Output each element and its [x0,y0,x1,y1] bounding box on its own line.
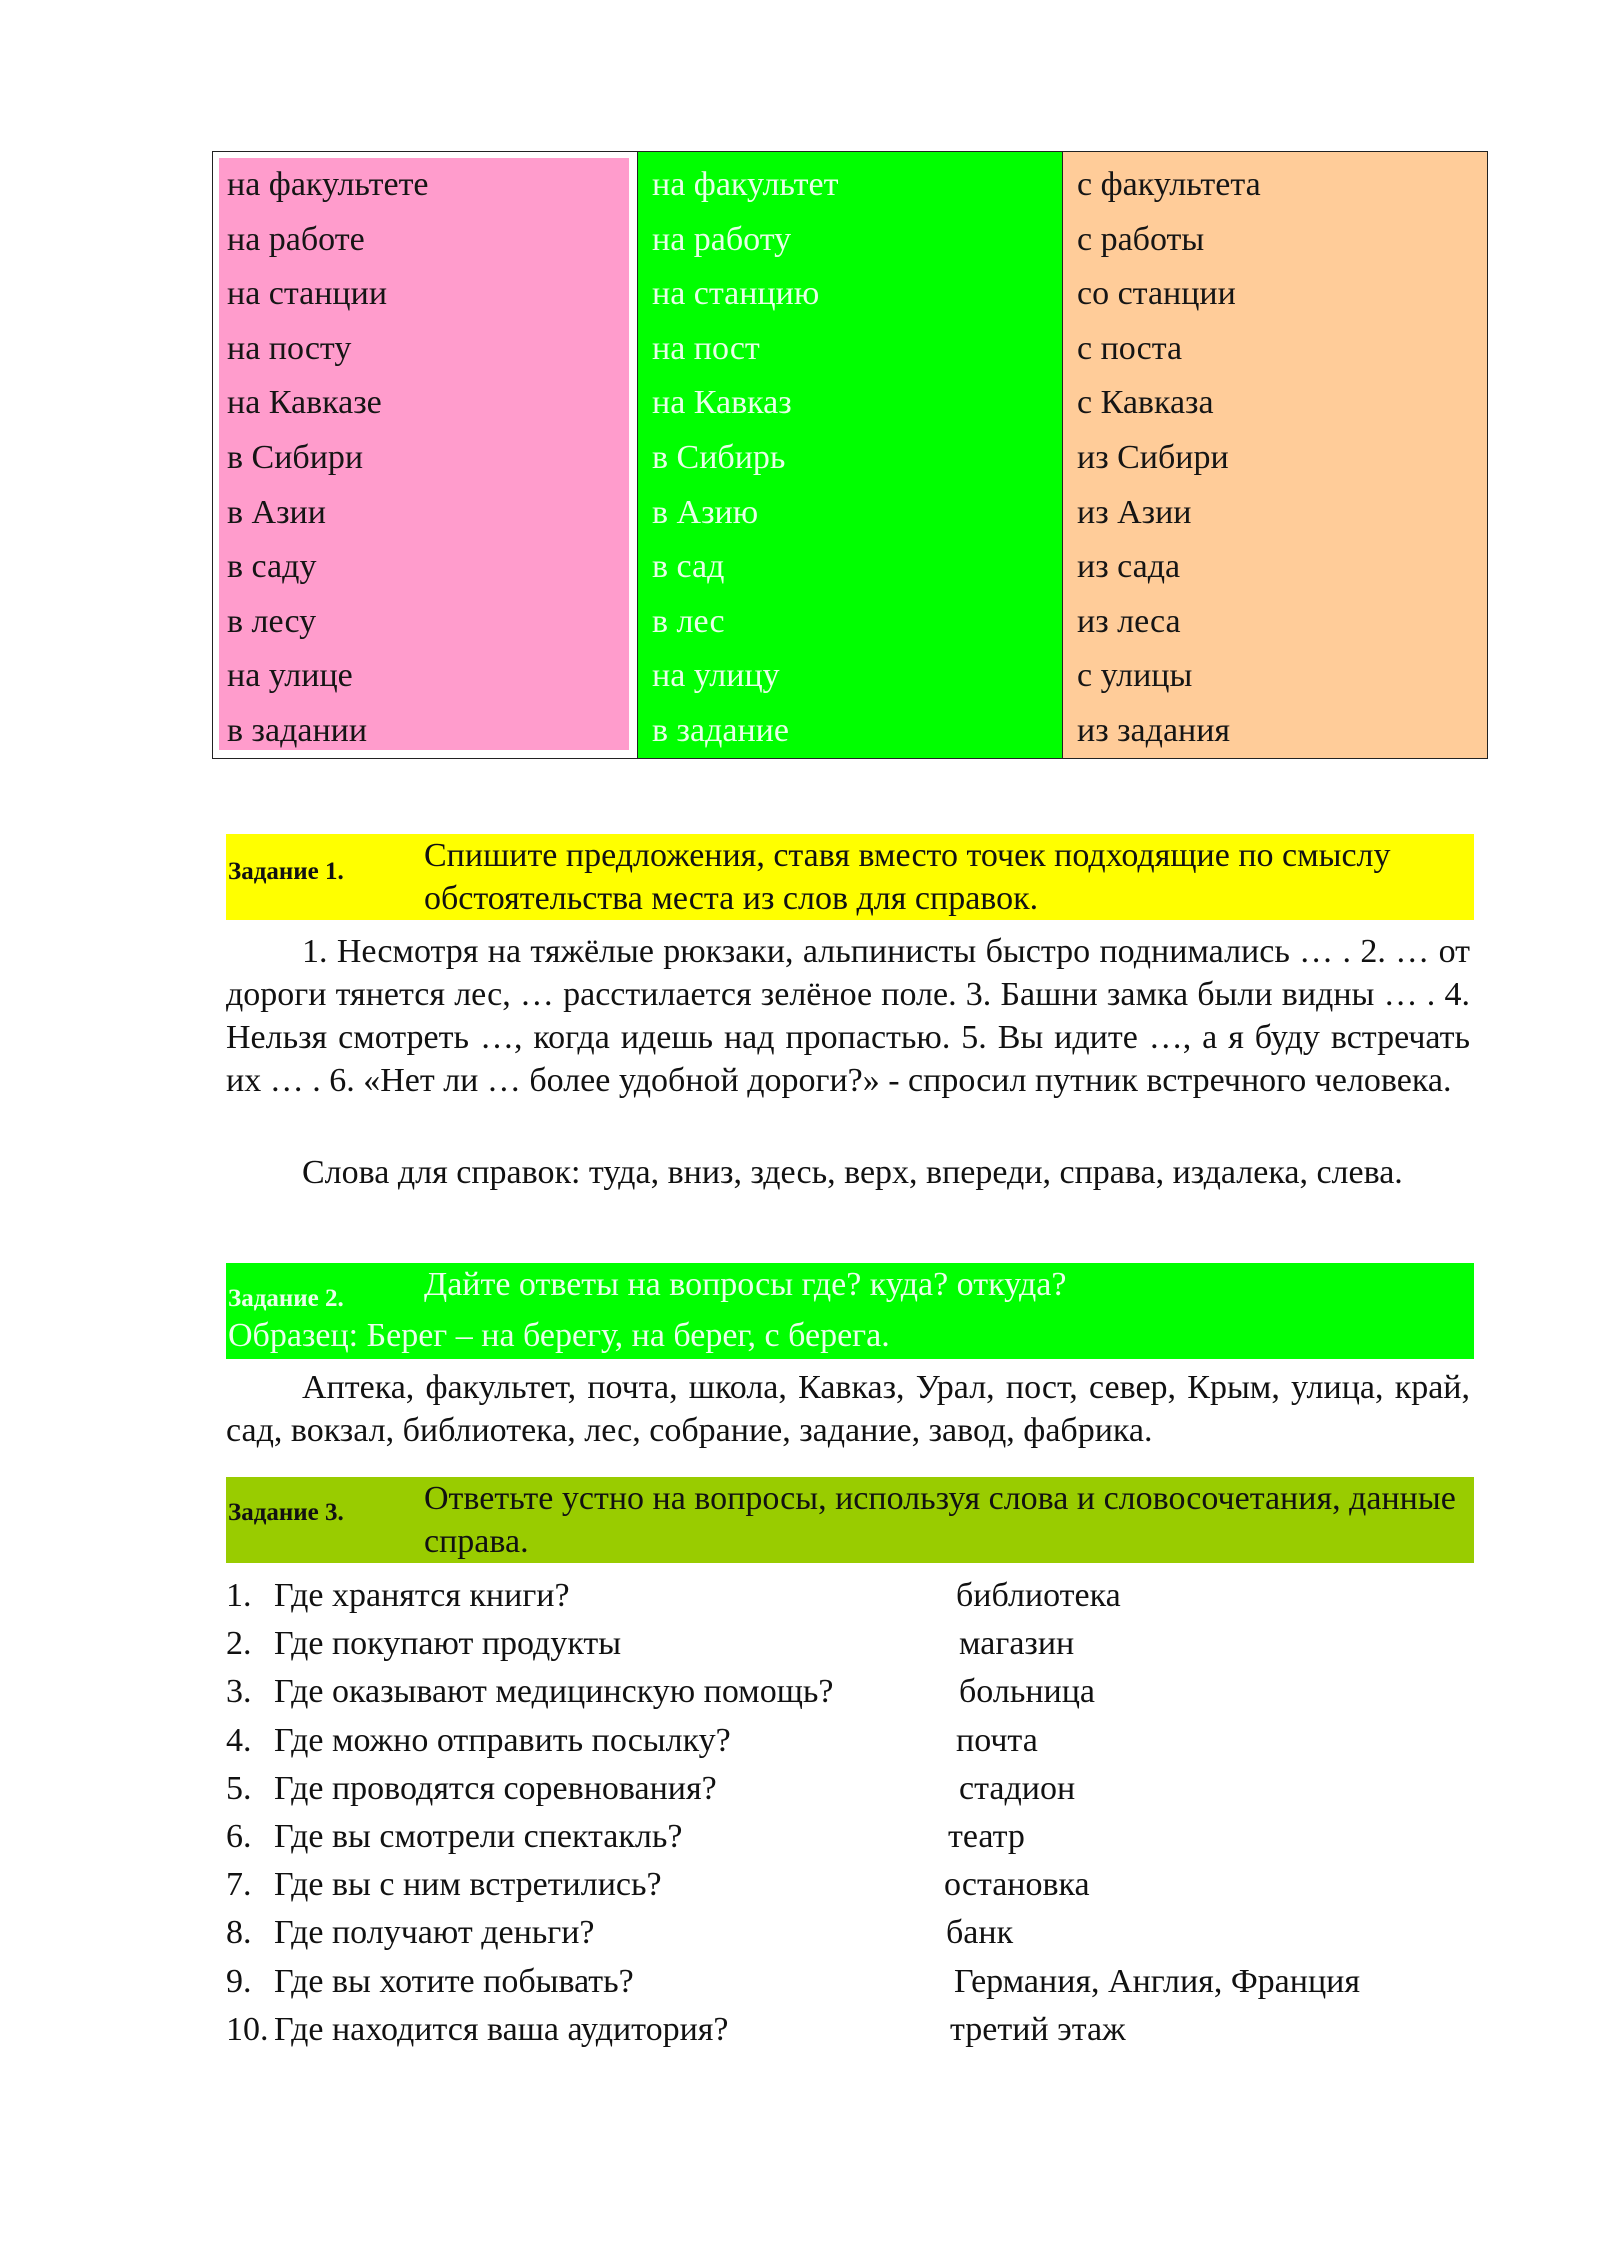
question-number: 3. [226,1673,252,1711]
table-cell: со станции [1077,275,1236,313]
table-cell: на работу [652,220,792,258]
list-item [226,1620,1486,1668]
question-text: Где вы смотрели спектакль? [274,1817,683,1855]
question-number: 10. [226,2010,269,2048]
task2-label: Задание 2. [228,1285,344,1312]
question-text: Где покупают продукты [274,1625,622,1663]
list-item [226,1717,1486,1765]
question-number: 5. [226,1769,252,1807]
list-item [226,1572,1486,1620]
table-cell: в лесу [227,602,317,640]
column-where-to [638,152,1063,758]
table-cell: в Сибири [227,438,364,476]
answer-hint: больница [959,1673,1095,1711]
table-cell: на улице [227,657,353,695]
list-item [226,1861,1486,1909]
answer-hint: библиотека [956,1577,1121,1614]
question-text: Где можно отправить посылку? [274,1721,731,1759]
table-cell: в задании [227,711,368,749]
table-cell: в сад [652,548,725,586]
table-cell: из сада [1077,548,1181,586]
task3-header [226,1477,1474,1563]
table-cell: на станции [227,275,388,313]
task2-header [226,1263,1474,1359]
task3-label: Задание 3. [228,1499,344,1526]
list-item [226,1813,1486,1861]
task3-instruction: Ответьте устно на вопросы, используя слова и словосочетания, данные справа. [424,1480,1456,1560]
list-item [226,2006,1486,2054]
prepositions-table [212,151,1488,759]
question-number: 2. [226,1625,252,1663]
task1-label: Задание 1. [228,858,344,885]
table-cell: с поста [1077,329,1183,367]
table-cell: на посту [227,329,352,367]
answer-hint: Германия, Англия, Франция [954,1962,1360,2000]
list-item [226,1958,1486,2006]
table-cell: на пост [652,329,760,367]
table-cell: на факультет [652,166,839,203]
answer-hint: остановка [944,1866,1090,1904]
table-cell: на Кавказ [652,384,792,422]
table-cell: в Азии [227,493,326,531]
table-cell: из задания [1077,711,1231,749]
answer-hint: театр [948,1817,1025,1855]
task1-header [226,834,1474,920]
table-cell: в лес [652,602,725,640]
table-cell: с работы [1077,220,1205,258]
table-cell: на факультете [227,166,429,203]
column-where-list [227,158,631,759]
answer-hint: стадион [959,1769,1076,1807]
task3-questions [226,1572,1486,2054]
question-number: 1. [226,1577,252,1614]
task2-word-list: Аптека, факультет, почта, школа, Кавказ, Урал, пост, север, Крым, улица, край, сад, вокзал, библиотека, лес, собрание, задание, завод, фабрика. [226,1369,1470,1449]
table-cell: в саду [227,548,317,586]
list-item [226,1668,1486,1716]
list-item [226,1765,1486,1813]
question-number: 6. [226,1817,252,1855]
answer-hint: магазин [959,1625,1075,1663]
table-cell: в Сибирь [652,438,786,476]
table-cell: из Азии [1077,493,1192,531]
table-cell: из леса [1077,602,1181,640]
table-cell: с Кавказа [1077,384,1214,422]
table-cell: на работе [227,220,365,258]
list-item [226,1909,1486,1957]
question-text: Где вы хотите побывать? [274,1962,634,2000]
question-text: Где вы с ним встретились? [274,1866,662,1904]
table-cell: с факультета [1077,166,1261,203]
task1-sentences: 1. Несмотря на тяжёлые рюкзаки, альпинисты быстро поднимались … . 2. … от дороги тянется лес, … расстилается зелёное поле. 3. Башни замка были видны … . 4. Нельзя смотреть …, когда идешь над пропастью. 5. Вы идите …, а я буду встречать их … . 6. «Нет ли … более удобной дороги?» - спросил путник встречного человека. [226,933,1470,1099]
task1-instruction: Спишите предложения, ставя вместо точек подходящие по смыслу обстоятельства места из слов для справок. [424,837,1391,917]
question-number: 7. [226,1866,252,1904]
table-cell: с улицы [1077,657,1193,695]
question-text: Где оказывают медицинскую помощь? [274,1673,834,1711]
table-cell: на Кавказе [227,384,382,422]
question-text: Где хранятся книги? [274,1577,570,1614]
task2-sample: Образец: Берег – на берегу, на берег, с берега. [228,1317,890,1354]
answer-hint: банк [946,1914,1014,1952]
column-where [213,152,638,758]
table-cell: на станцию [652,275,820,313]
table-cell: в задание [652,711,789,749]
question-number: 9. [226,1962,252,2000]
column-where-from-list [1077,158,1481,759]
question-text: Где проводятся соревнования? [274,1769,717,1807]
column-where-to-list [652,158,1056,759]
column-where-from [1063,152,1487,758]
question-text: Где находится ваша аудитория? [274,2010,729,2048]
question-number: 8. [226,1914,252,1952]
task1-reference-words: Слова для справок: туда, вниз, здесь, верх, впереди, справа, издалека, слева. [302,1154,1403,1191]
task2-instruction: Дайте ответы на вопросы где? куда? откуда? [424,1266,1067,1303]
table-cell: в Азию [652,493,759,531]
table-cell: из Сибири [1077,438,1229,476]
answer-hint: третий этаж [950,2010,1126,2048]
answer-hint: почта [956,1721,1038,1759]
question-number: 4. [226,1721,252,1759]
question-text: Где получают деньги? [274,1914,595,1952]
table-cell: на улицу [652,657,780,695]
